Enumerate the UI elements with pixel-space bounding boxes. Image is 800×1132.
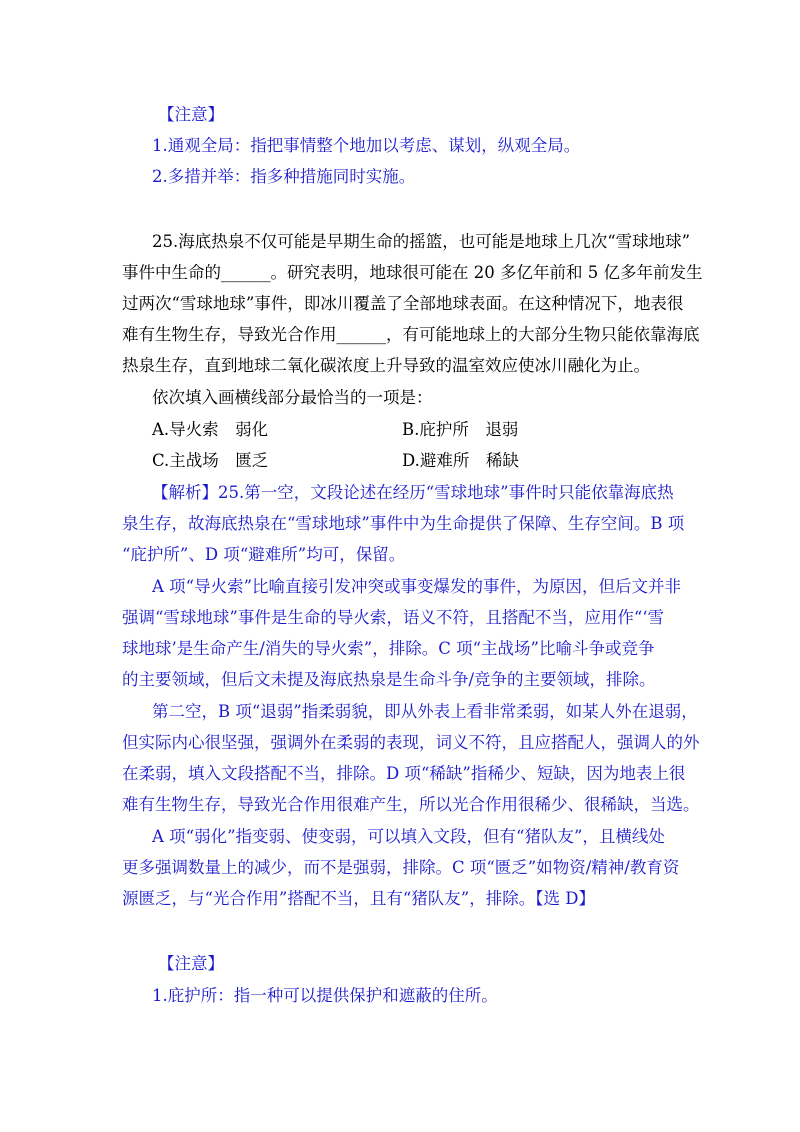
option-d: D.避难所 稀缺 xyxy=(402,451,519,470)
question-line-1: 25.海底热泉不仅可能是早期生命的摇篮，也可能是地球上几次“雪球地球” xyxy=(152,232,691,251)
option-b: B.庇护所 退弱 xyxy=(402,420,519,439)
note1-heading: 【注意】 xyxy=(158,105,224,124)
analysis-line-7: 的主要领域，但后文未提及海底热泉是生命斗争/竞争的主要领域，排除。 xyxy=(122,670,656,689)
note1-item-2: 2.多措并举：指多种措施同时实施。 xyxy=(152,167,416,186)
analysis-line-13: 更多强调数量上的减少，而不是强弱，排除。C 项“匮乏”如物资/精神/教育资 xyxy=(122,858,680,877)
analysis-line-4: A 项“导火索”比喻直接引发冲突或事变爆发的事件，为原因，但后文并非 xyxy=(152,577,682,596)
analysis-line-10: 在柔弱，填入文段搭配不当，排除。D 项“稀缺”指稀少、短缺，因为地表上很 xyxy=(122,764,686,783)
analysis-line-14: 源匮乏，与“光合作用”搭配不当，且有“猪队友”，排除。【选 D】 xyxy=(122,889,595,908)
analysis-line-3: “庇护所”、D 项“避难所”均可，保留。 xyxy=(122,545,406,564)
analysis-line-11: 难有生物生存，导致光合作用很难产生，所以光合作用很稀少、很稀缺，当选。 xyxy=(122,795,700,814)
analysis-line-12: A 项“弱化”指变弱、使变弱，可以填入文段，但有“猪队友”，且横线处 xyxy=(152,827,665,846)
note2-item-1: 1.庇护所：指一种可以提供保护和遮蔽的住所。 xyxy=(152,986,498,1005)
analysis-line-1: 【解析】25.第一空，文段论述在经历“雪球地球”事件时只能依靠海底热 xyxy=(152,483,674,502)
note2-heading: 【注意】 xyxy=(158,954,224,973)
note1-item-1: 1.通观全局：指把事情整个地加以考虑、谋划，纵观全局。 xyxy=(152,136,581,155)
analysis-line-2: 泉生存，故海底热泉在“雪球地球”事件中为生命提供了保障、生存空间。B 项 xyxy=(122,514,685,533)
analysis-line-6: 球地球’是生命产生/消失的导火索”，排除。C 项“主战场”比喻斗争或竞争 xyxy=(122,639,655,658)
analysis-line-9: 但实际内心很坚强，强调外在柔弱的表现，词义不符，且应搭配人，强调人的外 xyxy=(122,733,700,752)
analysis-line-8: 第二空，B 项“退弱”指柔弱貌，即从外表上看非常柔弱，如某人外在退弱， xyxy=(152,702,698,721)
question-line-4: 难有生物生存，导致光合作用______，有可能地球上的大部分生物只能依靠海底 xyxy=(122,325,700,344)
analysis-line-5: 强调“雪球地球”事件是生命的导火索，语义不符，且搭配不当，应用作“‘雪 xyxy=(122,608,665,627)
option-a: A.导火索 弱化 xyxy=(152,420,269,439)
question-line-3: 过两次“雪球地球”事件，即冰川覆盖了全部地球表面。在这种情况下，地表很 xyxy=(122,294,684,313)
question-prompt: 依次填入画横线部分最恰当的一项是： xyxy=(152,388,433,407)
question-line-5: 热泉生存，直到地球二氧化碳浓度上升导致的温室效应使冰川融化为止。 xyxy=(122,356,650,375)
option-c: C.主战场 匮乏 xyxy=(152,451,269,470)
question-line-2: 事件中生命的______。研究表明，地球很可能在 20 多亿年前和 5 亿多年前发生 xyxy=(122,263,703,282)
